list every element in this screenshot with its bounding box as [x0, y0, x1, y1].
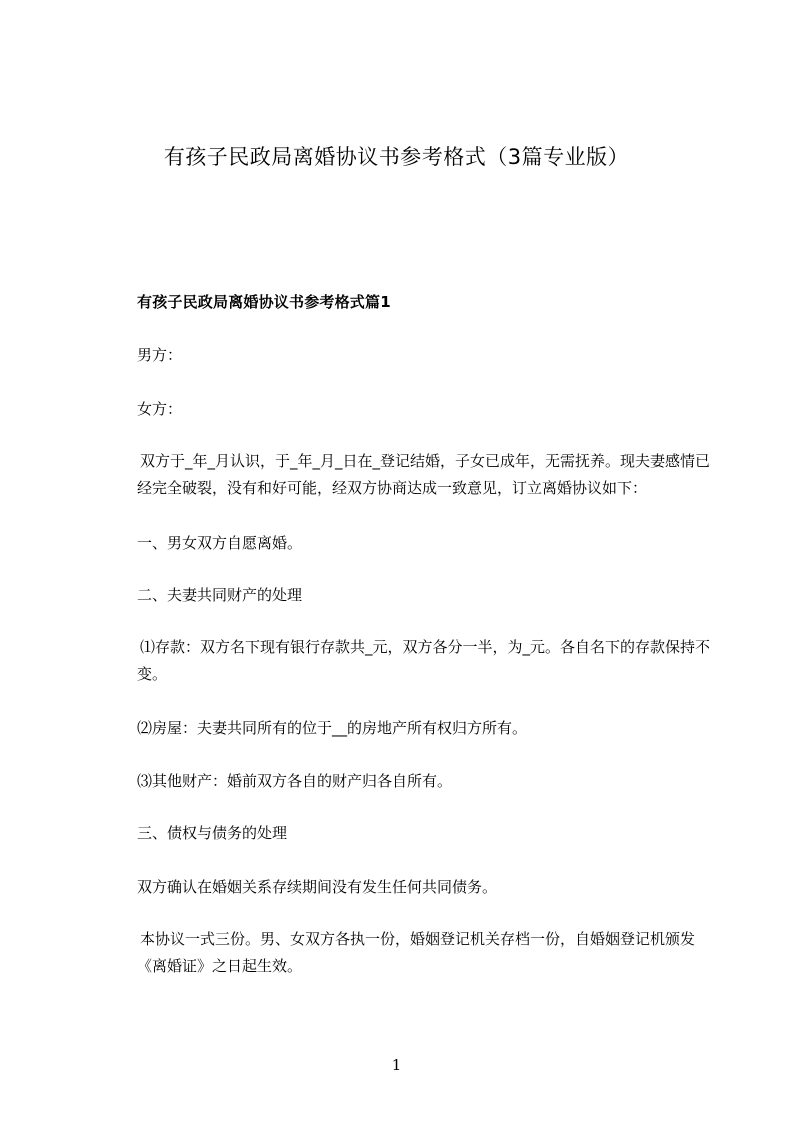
clause-2: 二、夫妻共同财产的处理	[137, 586, 303, 604]
debt-statement: 双方确认在婚姻关系存续期间没有发生任何共同债务。	[137, 878, 498, 896]
item-house: ⑵房屋：夫妻共同所有的位于__的房地产所有权归方所有。	[137, 719, 528, 737]
section-heading: 有孩子民政局离婚协议书参考格式篇1	[137, 293, 391, 311]
page-number: 1	[391, 1056, 402, 1074]
clause-1: 一、男女双方自愿离婚。	[137, 534, 303, 552]
item-other-property: ⑶其他财产：婚前双方各自的财产归各自所有。	[137, 772, 453, 790]
man-label: 男方：	[137, 346, 183, 364]
item-deposits: ⑴存款：双方名下现有银行存款共_元，双方各分一半，为_元。各自名下的存款保持不变。	[137, 638, 711, 683]
copies-statement: 本协议一式三份。男、女双方各执一份，婚姻登记机关存档一份，自婚姻登记机颁发《离婚证》之日起生效。	[137, 930, 696, 975]
document-title: 有孩子民政局离婚协议书参考格式（3篇专业版）	[163, 145, 630, 169]
intro-paragraph: 双方于_年_月认识，于_年_月_日在_登记结婚，子女已成年，无需抚养。现夫妻感情已经完全破裂，没有和好可能，经双方协商达成一致意见，订立离婚协议如下：	[137, 452, 711, 497]
clause-3: 三、债权与债务的处理	[137, 824, 288, 842]
woman-label: 女方：	[137, 400, 183, 418]
